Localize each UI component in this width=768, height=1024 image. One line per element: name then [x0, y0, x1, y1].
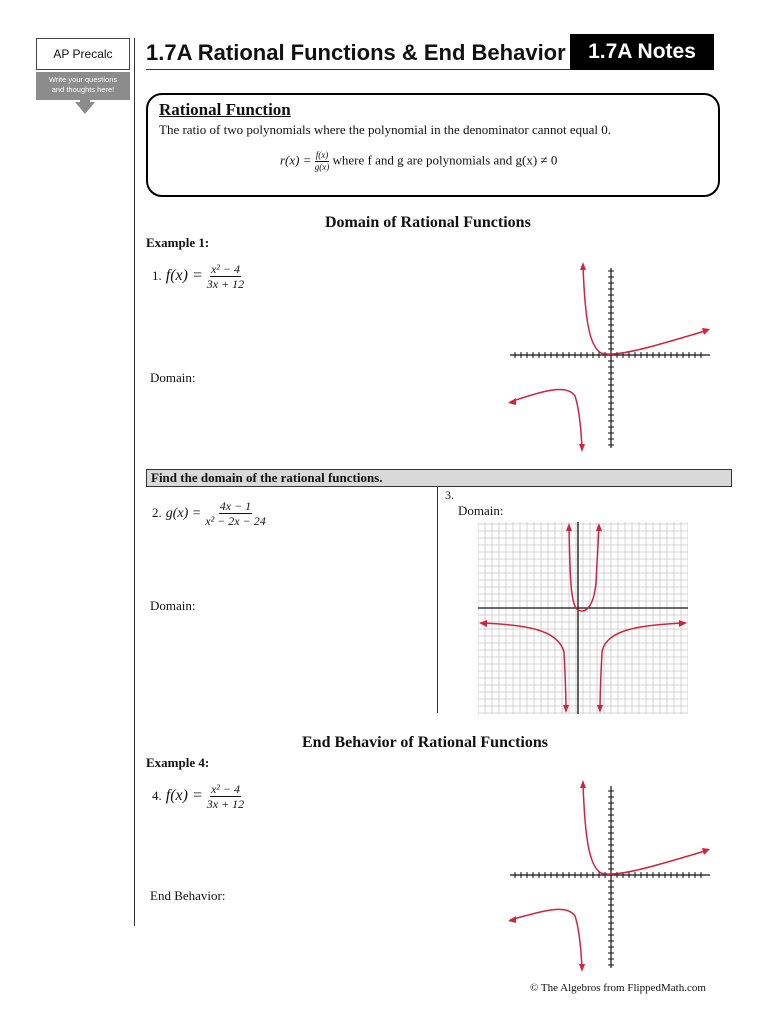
problem4-number: 4.	[152, 788, 162, 804]
footer-credit: © The Algebros from FlippedMath.com	[530, 982, 706, 994]
formula-fraction	[315, 150, 330, 173]
definition-text: The ratio of two polynomials where the polynomial in the denominator cannot equal 0.	[159, 122, 611, 137]
problem2-denominator: x² − 2x − 24	[205, 514, 266, 528]
problem2	[152, 499, 266, 528]
problem4-denominator: 3x + 12	[206, 797, 245, 811]
notes-prompt-line1: Write your questions	[48, 75, 118, 84]
arrow-down-icon	[75, 102, 95, 114]
problem1-numerator: x² − 4	[210, 262, 240, 276]
notes-badge: 1.7A Notes	[570, 34, 714, 70]
margin-line	[134, 38, 135, 926]
instruction-bar: Find the domain of the rational functions.	[146, 469, 732, 487]
domain-heading: Domain of Rational Functions	[325, 214, 531, 231]
notes-prompt-line2: and thoughts here!	[51, 85, 115, 94]
definition-title: Rational Function	[159, 100, 291, 119]
problem2-numerator: 4x − 1	[219, 499, 252, 513]
notes-prompt	[36, 72, 130, 100]
problem3-domain-label: Domain:	[458, 503, 504, 518]
example4-label: Example 4:	[146, 755, 210, 770]
formula-rest: where f and g are polynomials and g(x) ≠ 0	[332, 152, 558, 168]
graph-problem3	[478, 522, 688, 714]
problem1-lhs: f(x) =	[165, 267, 203, 285]
problem4-numerator: x² − 4	[210, 782, 240, 796]
example1-label: Example 1:	[146, 235, 210, 250]
problem4-lhs: f(x) =	[165, 787, 203, 805]
graph-example4	[505, 778, 715, 973]
problem1-number: 1.	[152, 268, 162, 284]
problem2-number: 2.	[152, 505, 162, 521]
problem2-fraction	[205, 499, 265, 528]
problem1-denominator: 3x + 12	[206, 277, 245, 291]
problem4-fraction	[207, 782, 244, 811]
problem1	[152, 262, 244, 291]
problem1-domain-label: Domain:	[150, 370, 196, 385]
problem3-number: 3.	[445, 488, 454, 502]
problem2-domain-label: Domain:	[150, 598, 196, 613]
end-behavior-heading: End Behavior of Rational Functions	[302, 734, 548, 751]
problem1-fraction	[207, 262, 244, 291]
problem4	[152, 782, 244, 811]
column-divider	[437, 487, 438, 713]
formula-numerator: f(x)	[315, 150, 329, 160]
definition-formula	[280, 150, 557, 173]
problem4-end-behavior-label: End Behavior:	[150, 888, 226, 903]
page-title: 1.7A Rational Functions & End Behavior	[146, 40, 566, 65]
graph-example1	[505, 258, 715, 453]
formula-denominator: g(x)	[314, 162, 330, 172]
course-label: AP Precalc	[36, 38, 130, 70]
problem2-lhs: g(x) =	[165, 506, 202, 522]
formula-lhs: r(x) =	[280, 152, 312, 168]
